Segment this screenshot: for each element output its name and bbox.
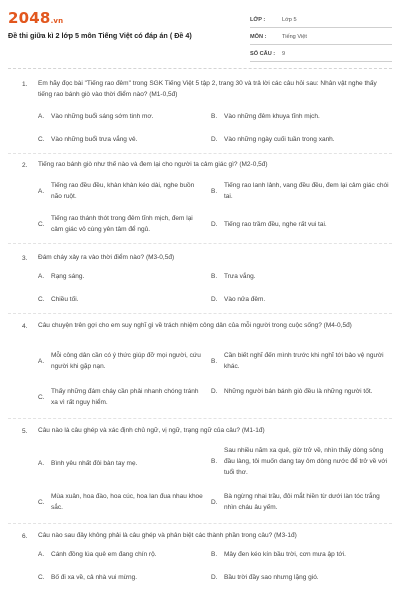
exam-info-table bbox=[250, 13, 392, 62]
info-value: 9 bbox=[282, 51, 286, 57]
option-letter: C. bbox=[38, 393, 45, 401]
option-letter: B. bbox=[211, 187, 218, 195]
answer-option[interactable] bbox=[38, 572, 206, 583]
question-number: 5. bbox=[22, 428, 28, 435]
option-text: Tiếng rao thánh thót trong đêm tĩnh mịch, đem lại cảm giác vô cùng yên tâm để ngủ. bbox=[51, 215, 193, 233]
option-text: Vào những đêm khuya tĩnh mịch. bbox=[224, 113, 320, 120]
option-text: Chiều tối. bbox=[51, 296, 79, 303]
info-row-grade bbox=[250, 13, 392, 28]
question-text: Câu nào sau đây không phải là câu ghép và phân biệt các thành phần trong câu? (M3-1đ) bbox=[38, 532, 297, 539]
question-divider bbox=[8, 153, 392, 154]
option-text: Bình yêu nhất đôi bàn tay mẹ. bbox=[51, 460, 138, 467]
option-text: Vào những ngày cuối tuần trong xanh. bbox=[224, 136, 335, 143]
option-letter: A. bbox=[38, 187, 45, 195]
option-text: Tiếng rao lanh lảnh, vang đều đều, đem lại cảm giác chói tai. bbox=[224, 182, 389, 200]
info-value: Tiếng Việt bbox=[282, 34, 307, 40]
question-text: Đám cháy xảy ra vào thời điểm nào? (M3-0,5đ) bbox=[38, 254, 175, 261]
option-text: Bầu trời đầy sao nhưng lặng gió. bbox=[224, 574, 319, 581]
question-number: 1. bbox=[22, 81, 28, 88]
option-letter: D. bbox=[211, 296, 218, 303]
option-text: Vào những buổi sáng sớm tinh mơ. bbox=[51, 113, 154, 120]
answer-option[interactable] bbox=[38, 386, 206, 408]
option-text: Cánh đồng lúa quê em đang chín rộ. bbox=[51, 551, 157, 558]
answer-option[interactable] bbox=[38, 271, 203, 282]
option-letter: A. bbox=[38, 273, 45, 280]
option-letter: C. bbox=[38, 220, 45, 228]
answer-option[interactable] bbox=[211, 491, 391, 513]
option-letter: C. bbox=[38, 498, 45, 506]
info-label: SỐ CÂU : bbox=[250, 51, 276, 57]
option-text: Vào những buổi trưa vắng vẻ. bbox=[51, 136, 138, 143]
option-letter: B. bbox=[211, 357, 218, 365]
question-number: 6. bbox=[22, 533, 28, 540]
option-letter: D. bbox=[211, 388, 218, 395]
question-divider bbox=[8, 523, 392, 524]
question-divider bbox=[8, 243, 392, 244]
option-letter: A. bbox=[38, 551, 45, 558]
question-divider bbox=[8, 313, 392, 314]
answer-option[interactable] bbox=[211, 386, 391, 397]
info-row-count bbox=[250, 47, 392, 62]
option-letter: C. bbox=[38, 136, 45, 143]
info-label: MÔN : bbox=[250, 34, 267, 40]
site-logo[interactable] bbox=[8, 9, 63, 27]
answer-option[interactable] bbox=[38, 350, 206, 372]
logo-text: 2048 bbox=[8, 9, 51, 27]
option-letter: B. bbox=[211, 458, 218, 465]
answer-option[interactable] bbox=[38, 294, 203, 305]
option-letter: A. bbox=[38, 113, 45, 120]
option-text: Tiếng rao trầm đều, nghe rất vui tai. bbox=[224, 221, 327, 228]
answer-option[interactable] bbox=[38, 491, 206, 513]
answer-option[interactable] bbox=[38, 180, 206, 202]
answer-option[interactable] bbox=[211, 572, 391, 583]
info-value: Lớp 5 bbox=[282, 17, 297, 23]
option-letter: D. bbox=[211, 136, 218, 143]
option-letter: B. bbox=[211, 273, 218, 280]
header-divider bbox=[8, 68, 392, 69]
answer-option[interactable] bbox=[38, 458, 206, 469]
option-letter: C. bbox=[38, 296, 45, 303]
question-text: Tiếng rao bánh giò như thế nào và đem lại cho người ta cảm giác gì? (M2-0,5đ) bbox=[38, 161, 268, 168]
option-text: Bà ngừng nhai trầu, đôi mắt hiền từ dưới làn tóc trắng nhìn cháu âu yếm. bbox=[224, 493, 380, 511]
info-label: LỚP : bbox=[250, 17, 266, 23]
info-row-subject bbox=[250, 30, 392, 45]
option-text: Rạng sáng. bbox=[51, 273, 85, 280]
option-text: Mây đen kéo kín bầu trời, cơn mưa ập tới. bbox=[224, 551, 346, 558]
option-text: Bố đi xa về, cả nhà vui mừng. bbox=[51, 574, 138, 581]
option-letter: A. bbox=[38, 357, 45, 365]
question-text: Câu chuyện trên gợi cho em suy nghĩ gì về trách nhiệm công dân của mỗi người trong cuộc sống? (M4-0,5đ) bbox=[38, 322, 352, 329]
option-text: Mùa xuân, hoa đào, hoa cúc, hoa lan đua nhau khoe sắc. bbox=[51, 493, 203, 511]
option-text: Cần biết nghĩ đến mình trước khi nghĩ tới bảo vệ người khác. bbox=[224, 352, 384, 370]
option-letter: D. bbox=[211, 498, 218, 506]
option-letter: B. bbox=[211, 551, 218, 558]
option-text: Tiếng rao đều đều, khàn khàn kéo dài, nghe buồn não ruột. bbox=[51, 182, 195, 200]
option-text: Những người bán bánh giò đều là những người tốt. bbox=[224, 388, 373, 395]
question-text: Câu nào là câu ghép và xác định chủ ngữ, vị ngữ, trạng ngữ của câu? (M1-1đ) bbox=[38, 427, 265, 434]
logo-suffix: .vn bbox=[50, 17, 64, 25]
question-number: 3. bbox=[22, 255, 28, 262]
answer-option[interactable] bbox=[211, 350, 391, 372]
option-letter: D. bbox=[211, 221, 218, 228]
answer-option[interactable] bbox=[211, 180, 391, 202]
option-text: Mỗi công dân cần có ý thức giúp đỡ mọi người, cứu người khi gặp nạn. bbox=[51, 352, 201, 370]
question-number: 4. bbox=[22, 323, 28, 330]
answer-option[interactable] bbox=[211, 549, 391, 560]
answer-option[interactable] bbox=[211, 219, 391, 230]
answer-option[interactable] bbox=[211, 271, 391, 282]
option-letter: C. bbox=[38, 574, 45, 581]
option-text: Sau nhiều năm xa quê, giờ trở về, nhìn thấy dòng sông đầu làng, tôi muốn dang tay ôm dòng nước để trở về với tuổi thơ. bbox=[224, 447, 388, 476]
answer-option[interactable] bbox=[38, 134, 203, 145]
option-text: Vào nửa đêm. bbox=[224, 296, 266, 303]
question-divider bbox=[8, 418, 392, 419]
option-letter: B. bbox=[211, 113, 218, 120]
answer-option[interactable] bbox=[38, 549, 206, 560]
option-letter: A. bbox=[38, 460, 45, 467]
answer-option[interactable] bbox=[211, 445, 391, 478]
answer-option[interactable] bbox=[211, 111, 391, 122]
answer-option[interactable] bbox=[38, 111, 203, 122]
page-title: Đề thi giữa kì 2 lớp 5 môn Tiếng Việt có đáp án ( Đề 4) bbox=[8, 31, 192, 40]
answer-option[interactable] bbox=[38, 213, 206, 235]
answer-option[interactable] bbox=[211, 294, 391, 305]
option-text: Trưa vắng. bbox=[224, 273, 256, 280]
answer-option[interactable] bbox=[211, 134, 391, 145]
option-text: Thấy những đám cháy cần phải nhanh chóng tránh xa vì rất nguy hiểm. bbox=[51, 388, 199, 406]
question-text: Em hãy đọc bài "Tiếng rao đêm" trong SGK Tiếng Việt 5 tập 2, trang 30 và trả lời các câu hỏi sau: Nhân vật nghe thấy tiếng rao bánh giò vào thời điểm nào? (M1-0,5đ) bbox=[38, 80, 377, 98]
option-letter: D. bbox=[211, 574, 218, 581]
question-number: 2. bbox=[22, 162, 28, 169]
